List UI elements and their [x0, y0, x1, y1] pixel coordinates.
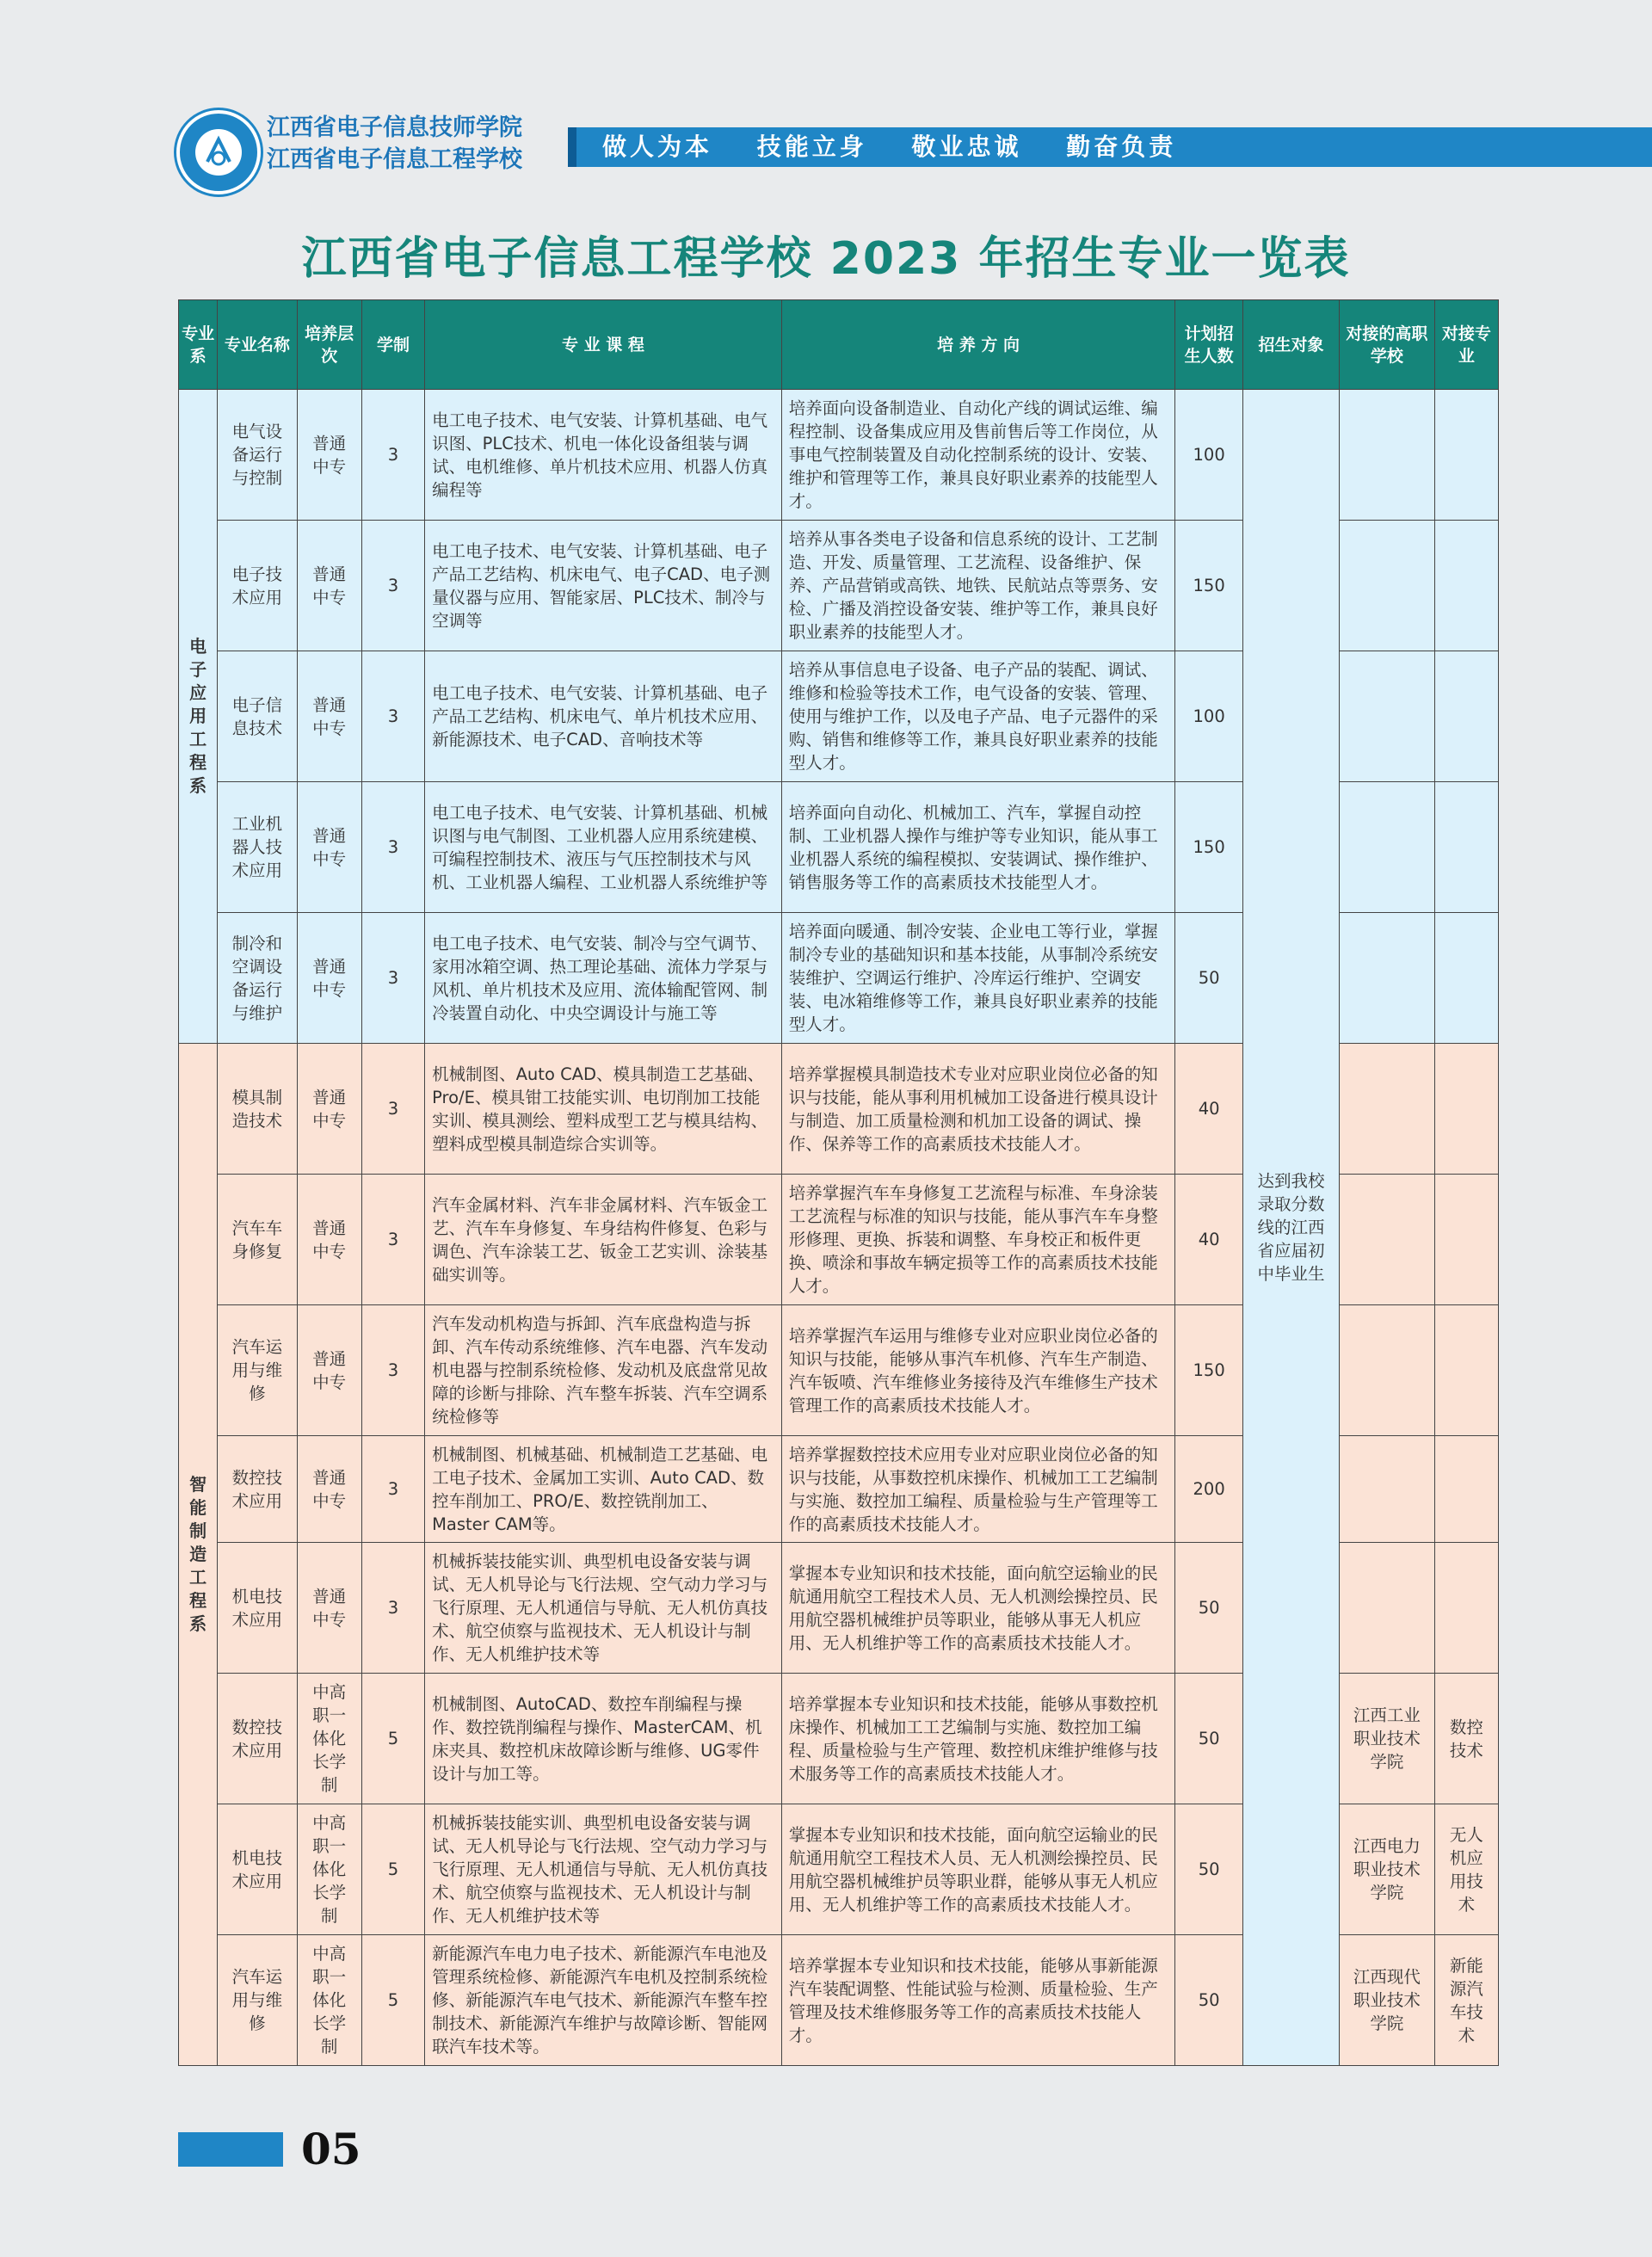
years: 5	[361, 1674, 424, 1804]
header-major: 对接专业	[1434, 300, 1498, 390]
level: 普通中专	[297, 1543, 361, 1674]
partner-major	[1434, 782, 1498, 913]
partner-major	[1434, 1543, 1498, 1674]
partner-college: 江西工业职业技术学院	[1340, 1674, 1434, 1804]
level: 普通中专	[297, 782, 361, 913]
courses: 汽车发动机构造与拆卸、汽车底盘构造与拆卸、汽车传动系统维修、汽车电器、汽车发动机电器与控制系统检修、发动机及底盘常见故障的诊断与排除、汽车整车拆装、汽车空调系统检修等	[425, 1305, 782, 1436]
courses: 机械制图、机械基础、机械制造工艺基础、电工电子技术、金属加工实训、Auto CAD、数控车削加工、PRO/E、数控铣削加工、Master CAM等。	[425, 1436, 782, 1543]
major-name: 汽车运用与维修	[218, 1305, 297, 1436]
courses: 机械拆装技能实训、典型机电设备安装与调试、无人机导论与飞行法规、空气动力学习与飞行原理、无人机通信与导航、无人机仿真技术、航空侦察与监视技术、无人机设计与制作、无人机维护技术等	[425, 1804, 782, 1935]
direction: 培养掌握本专业知识和技术技能，能够从事新能源汽车装配调整、性能试验与检测、质量检验、生产管理及技术维修服务等工作的高素质技术技能人才。	[781, 1935, 1175, 2066]
direction: 培养掌握汽车运用与维修专业对应职业岗位必备的知识与技能，能够从事汽车机修、汽车生产制造、汽车钣喷、汽车维修业务接待及汽车维修生产技术管理工作的高素质技术技能人才。	[781, 1305, 1175, 1436]
direction: 培养面向自动化、机械加工、汽车，掌握自动控制、工业机器人操作与维护等专业知识，能从事工业机器人系统的编程模拟、安装调试、操作维护、销售服务等工作的高素质技术技能型人才。	[781, 782, 1175, 913]
plan-count: 100	[1175, 651, 1242, 782]
years: 3	[361, 521, 424, 651]
level: 中高职一体化长学制	[297, 1804, 361, 1935]
major-name: 工业机器人技术应用	[218, 782, 297, 913]
years: 5	[361, 1804, 424, 1935]
page-title: 江西省电子信息工程学校 2023 年招生专业一览表	[301, 233, 1351, 285]
banner-accent	[568, 127, 576, 167]
level: 普通中专	[297, 1305, 361, 1436]
major-name: 电气设备运行与控制	[218, 390, 297, 521]
direction: 培养从事各类电子设备和信息系统的设计、工艺制造、开发、质量管理、工艺流程、设备维护、保养、产品营销或高铁、地铁、民航站点等票务、安检、广播及消控设备安装、维护等工作，兼具良好职业素养的技能型人才。	[781, 521, 1175, 651]
partner-college	[1340, 521, 1434, 651]
plan-count: 50	[1175, 1804, 1242, 1935]
partner-college	[1340, 1175, 1434, 1305]
years: 3	[361, 1305, 424, 1436]
level: 中高职一体化长学制	[297, 1935, 361, 2066]
school-name-line-2: 江西省电子信息工程学校	[267, 146, 522, 173]
plan-count: 50	[1175, 913, 1242, 1044]
plan-count: 40	[1175, 1175, 1242, 1305]
header-plan: 计划招生人数	[1175, 300, 1242, 390]
partner-college	[1340, 1543, 1434, 1674]
direction: 培养从事信息电子设备、电子产品的装配、调试、维修和检验等技术工作，电气设备的安装、管理、使用与维护工作，以及电子产品、电子元器件的采购、销售和维修等工作，兼具良好职业素养的技能型人才。	[781, 651, 1175, 782]
courses: 电工电子技术、电气安装、计算机基础、机械识图与电气制图、工业机器人应用系统建模、可编程控制技术、液压与气压控制技术与风机、工业机器人编程、工业机器人系统维护等	[425, 782, 782, 913]
header-direction: 培 养 方 向	[781, 300, 1175, 390]
level: 中高职一体化长学制	[297, 1674, 361, 1804]
plan-count: 150	[1175, 521, 1242, 651]
motto-3: 敬业忠诚	[911, 133, 1022, 161]
years: 3	[361, 1543, 424, 1674]
partner-major: 新能源汽车技术	[1434, 1935, 1498, 2066]
level: 普通中专	[297, 1436, 361, 1543]
partner-college: 江西电力职业技术学院	[1340, 1804, 1434, 1935]
major-name: 汽车运用与维修	[218, 1935, 297, 2066]
partner-college	[1340, 913, 1434, 1044]
partner-major	[1434, 1044, 1498, 1175]
years: 5	[361, 1935, 424, 2066]
enrollment-table	[178, 299, 1499, 2066]
direction: 培养掌握汽车车身修复工艺流程与标准、车身涂装工艺流程与标准的知识与技能，能从事汽车车身整形修理、更换、拆装和调整、车身校正和板件更换、喷涂和事故车辆定损等工作的高素质技术技能人才。	[781, 1175, 1175, 1305]
partner-major: 数控技术	[1434, 1674, 1498, 1804]
header-years: 学制	[361, 300, 424, 390]
courses: 汽车金属材料、汽车非金属材料、汽车钣金工艺、汽车车身修复、车身结构件修复、色彩与调色、汽车涂装工艺、钣金工艺实训、涂装基础实训等。	[425, 1175, 782, 1305]
header-level: 培养层次	[297, 300, 361, 390]
motto	[602, 127, 1209, 167]
partner-major	[1434, 1305, 1498, 1436]
direction: 掌握本专业知识和技术技能，面向航空运输业的民航通用航空工程技术人员、无人机测绘操控员、民用航空器机械维护员等职业群，能够从事无人机应用、无人机维护等工作的高素质技术技能人才。	[781, 1804, 1175, 1935]
partner-major	[1434, 1175, 1498, 1305]
motto-1: 做人为本	[602, 133, 713, 161]
major-name: 机电技术应用	[218, 1543, 297, 1674]
header-dept: 专业系	[179, 300, 218, 390]
direction: 掌握本专业知识和技术技能，面向航空运输业的民航通用航空工程技术人员、无人机测绘操控员、民用航空器机械维护员等职业，能够从事无人机应用、无人机维护等工作的高素质技术技能人才。	[781, 1543, 1175, 1674]
years: 3	[361, 390, 424, 521]
major-name: 电子技术应用	[218, 521, 297, 651]
enrollment-target: 达到我校录取分数线的江西省应届初中毕业生	[1242, 390, 1339, 2066]
plan-count: 50	[1175, 1935, 1242, 2066]
years: 3	[361, 913, 424, 1044]
partner-college	[1340, 1044, 1434, 1175]
plan-count: 100	[1175, 390, 1242, 521]
plan-count: 150	[1175, 1305, 1242, 1436]
direction: 培养面向设备制造业、自动化产线的调试运维、编程控制、设备集成应用及售前售后等工作岗位，从事电气控制装置及自动化控制系统的设计、安装、维护和管理等工作，兼具良好职业素养的技能型人才。	[781, 390, 1175, 521]
major-name: 模具制造技术	[218, 1044, 297, 1175]
courses: 电工电子技术、电气安装、计算机基础、电气识图、PLC技术、机电一体化设备组装与调试、电机维修、单片机技术应用、机器人仿真编程等	[425, 390, 782, 521]
school-logo	[176, 110, 261, 194]
partner-major	[1434, 390, 1498, 521]
courses: 新能源汽车电力电子技术、新能源汽车电池及管理系统检修、新能源汽车电机及控制系统检修、新能源汽车电气技术、新能源汽车整车控制技术、新能源汽车维护与故障诊断、智能网联汽车技术等。	[425, 1935, 782, 2066]
level: 普通中专	[297, 390, 361, 521]
level: 普通中专	[297, 521, 361, 651]
partner-major: 无人机应用技术	[1434, 1804, 1498, 1935]
partner-college	[1340, 390, 1434, 521]
years: 3	[361, 1175, 424, 1305]
level: 普通中专	[297, 913, 361, 1044]
major-name: 数控技术应用	[218, 1436, 297, 1543]
partner-major	[1434, 1436, 1498, 1543]
major-name: 电子信息技术	[218, 651, 297, 782]
courses: 机械制图、Auto CAD、模具制造工艺基础、Pro/E、模具钳工技能实训、电切削加工技能实训、模具测绘、塑料成型工艺与模具结构、塑料成型模具制造综合实训等。	[425, 1044, 782, 1175]
direction: 培养面向暖通、制冷安装、企业电工等行业，掌握制冷专业的基础知识和基本技能，从事制冷系统安装维护、空调运行维护、冷库运行维护、空调安装、电冰箱维修等工作，兼具良好职业素养的技能型人才。	[781, 913, 1175, 1044]
table-body	[179, 390, 1499, 2066]
plan-count: 50	[1175, 1674, 1242, 1804]
direction: 培养掌握模具制造技术专业对应职业岗位必备的知识与技能，能从事利用机械加工设备进行模具设计与制造、加工质量检测和机加工设备的调试、操作、保养等工作的高素质技术技能人才。	[781, 1044, 1175, 1175]
major-name: 汽车车身修复	[218, 1175, 297, 1305]
header-name: 专业名称	[218, 300, 297, 390]
department-cell: 电子应用工程系	[179, 390, 218, 1044]
major-name: 数控技术应用	[218, 1674, 297, 1804]
table-header-row	[179, 300, 1499, 390]
partner-college	[1340, 651, 1434, 782]
years: 3	[361, 651, 424, 782]
direction: 培养掌握数控技术应用专业对应职业岗位必备的知识与技能，从事数控机床操作、机械加工工艺编制与实施、数控加工编程、质量检验与生产管理等工作的高素质技术技能人才。	[781, 1436, 1175, 1543]
plan-count: 200	[1175, 1436, 1242, 1543]
courses: 电工电子技术、电气安装、制冷与空气调节、家用冰箱空调、热工理论基础、流体力学泵与风机、单片机技术及应用、流体输配管网、制冷装置自动化、中央空调设计与施工等	[425, 913, 782, 1044]
header-courses: 专 业 课 程	[425, 300, 782, 390]
partner-major	[1434, 651, 1498, 782]
courses: 电工电子技术、电气安装、计算机基础、电子产品工艺结构、机床电气、电子CAD、电子测量仪器与应用、智能家居、PLC技术、制冷与空调等	[425, 521, 782, 651]
header-target: 招生对象	[1242, 300, 1339, 390]
major-name: 机电技术应用	[218, 1804, 297, 1935]
department-cell: 智能制造工程系	[179, 1044, 218, 2066]
courses: 机械拆装技能实训、典型机电设备安装与调试、无人机导论与飞行法规、空气动力学习与飞行原理、无人机通信与导航、无人机仿真技术、航空侦察与监视技术、无人机设计与制作、无人机维护技术等	[425, 1543, 782, 1674]
courses: 电工电子技术、电气安装、计算机基础、电子产品工艺结构、机床电气、单片机技术应用、新能源技术、电子CAD、音响技术等	[425, 651, 782, 782]
plan-count: 40	[1175, 1044, 1242, 1175]
page-number: 05	[301, 2124, 361, 2174]
level: 普通中专	[297, 651, 361, 782]
partner-major	[1434, 521, 1498, 651]
partner-college	[1340, 1436, 1434, 1543]
level: 普通中专	[297, 1175, 361, 1305]
years: 3	[361, 1044, 424, 1175]
motto-4: 勤奋负责	[1066, 133, 1177, 161]
courses: 机械制图、AutoCAD、数控车削编程与操作、数控铣削编程与操作、MasterCAM、机床夹具、数控机床故障诊断与维修、UG零件设计与加工等。	[425, 1674, 782, 1804]
level: 普通中专	[297, 1044, 361, 1175]
partner-college: 江西现代职业技术学院	[1340, 1935, 1434, 2066]
years: 3	[361, 782, 424, 913]
partner-college	[1340, 1305, 1434, 1436]
years: 3	[361, 1436, 424, 1543]
plan-count: 50	[1175, 1543, 1242, 1674]
school-name	[267, 112, 522, 176]
footer-bar	[178, 2132, 283, 2167]
partner-major	[1434, 913, 1498, 1044]
table-row	[179, 390, 1499, 521]
plan-count: 150	[1175, 782, 1242, 913]
direction: 培养掌握本专业知识和技术技能，能够从事数控机床操作、机械加工工艺编制与实施、数控加工编程、质量检验与生产管理、数控机床维护维修与技术服务等工作的高素质技术技能人才。	[781, 1674, 1175, 1804]
partner-college	[1340, 782, 1434, 913]
major-name: 制冷和空调设备运行与维护	[218, 913, 297, 1044]
school-name-line-1: 江西省电子信息技师学院	[267, 114, 522, 141]
header-college: 对接的高职学校	[1340, 300, 1434, 390]
motto-2: 技能立身	[756, 133, 867, 161]
